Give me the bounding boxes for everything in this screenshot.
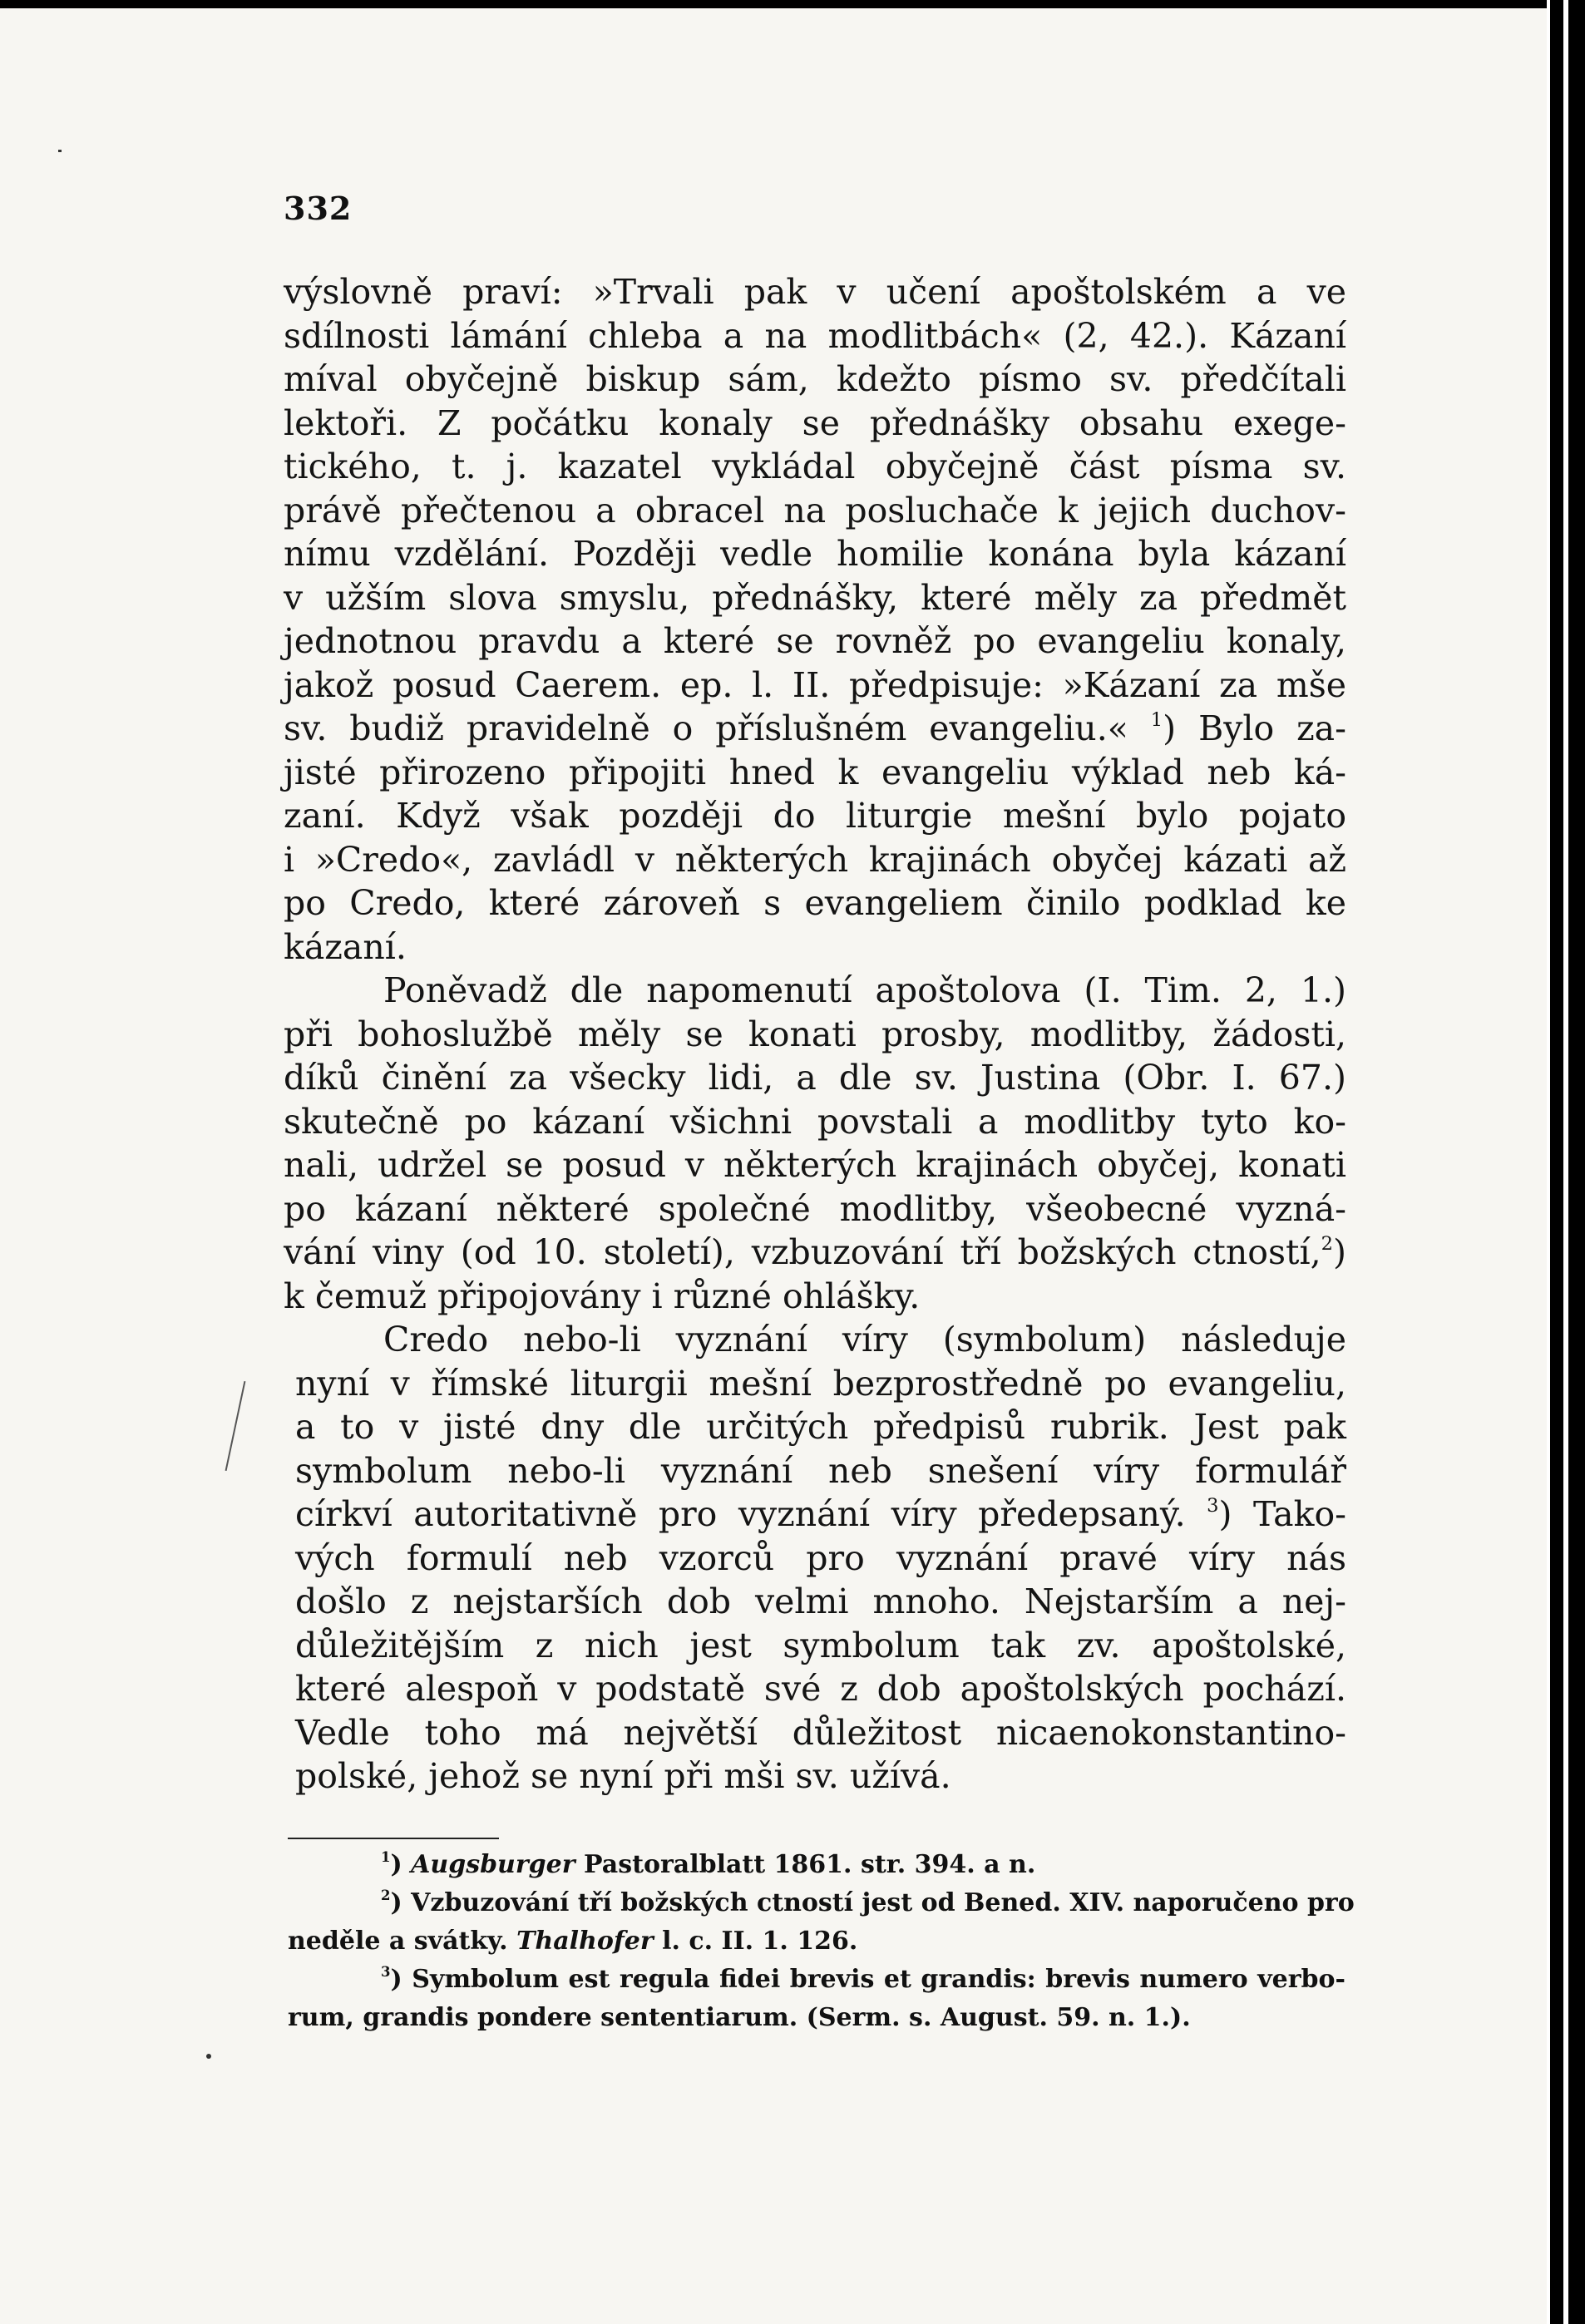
body-line: jednotnou pravdu a které se rovněž po evangeliu konaly, [284, 621, 1346, 661]
body-line: po Credo, které zároveň s evangeliem činilo podklad ke [284, 883, 1346, 923]
body-line: polské, jehož se nyní při mši sv. užívá. [295, 1756, 951, 1796]
footnote-1-author: Augsburger [411, 1850, 575, 1879]
footnote-2-text: l. c. II. 1. 126. [662, 1927, 858, 1956]
footnote-1: $^1$) Augsburger Pastoralblatt 1861. str. 394. a n. [381, 1849, 1036, 1879]
footnote-2-text: Vzbuzování tří božských ctností jest od Bened. XIV. naporučeno pro [411, 1888, 1355, 1917]
body-line: zaní. Když však později do liturgie mešní bylo pojato [284, 796, 1346, 836]
footnote-2-text: neděle a svátky. [288, 1927, 508, 1956]
body-line-text: vání viny (od 10. století), vzbuzování tří božských ctností, [284, 1232, 1321, 1272]
body-line: díků činění za všecky lidi, a dle sv. Justina (Obr. I. 67.) [284, 1058, 1346, 1098]
body-line: nali, udržel se posud v některých krajinách obyčej, konati [284, 1145, 1346, 1185]
body-line: symbolum nebo-li vyznání neb snešení víry formulář [295, 1450, 1346, 1491]
paragraph-start: Poněvadž dle napomenutí apoštolova (I. Tim. 2, 1.) [383, 970, 1346, 1010]
body-line-tail: Tako- [1253, 1494, 1346, 1534]
body-line: došlo z nejstarších dob velmi mnoho. Nejstarším a nej- [295, 1581, 1346, 1621]
paragraph-start: Credo nebo-li vyznání víry (symbolum) následuje [383, 1320, 1346, 1359]
body-line: Vedle toho má největší důležitost nicaenokonstantino- [295, 1712, 1346, 1753]
footnote-1-text: Pastoralblatt 1861. str. 394. a n. [584, 1850, 1036, 1879]
body-line: při bohoslužbě měly se konati prosby, modlitby, žádosti, [284, 1014, 1346, 1054]
footnote-ref-2: 2 [1321, 1233, 1333, 1256]
body-line: sdílnosti lámání chleba a na modlitbách« (2, 42.). Kázaní [284, 315, 1346, 356]
body-line: nyní v římské liturgii mešní bezprostředně po evangeliu, [295, 1363, 1346, 1404]
footnote-3-mark: 3 [381, 1964, 391, 1981]
body-line: a to v jisté dny dle určitých předpisů rubrik. Jest pak [295, 1407, 1346, 1447]
body-line: které alespoň v podstatě své z dob apoštolských pochází. [295, 1669, 1346, 1709]
body-line: právě přečtenou a obracel na posluchače k jejich duchov- [284, 490, 1346, 530]
footnote-2-line-2 [288, 1922, 1346, 1961]
body-line-text: sv. budiž pravidelně o příslušném evangeliu.« [284, 708, 1128, 748]
footnote-1-mark: 1 [381, 1849, 391, 1866]
right-scan-line [1563, 0, 1568, 2324]
body-line: skutečně po kázaní všichni povstali a modlitby tyto ko- [284, 1101, 1346, 1142]
body-line: výslovně praví: »Trvali pak v učení apoštolském a ve [284, 272, 1346, 312]
body-line-text: církví autoritativně pro vyznání víry předepsaný. [295, 1494, 1186, 1534]
body-line: lektoři. Z počátku konaly se přednášky obsahu exege- [284, 402, 1346, 443]
body-text [284, 270, 1346, 1799]
footnotes [288, 1846, 1355, 2037]
body-line: po kázaní některé společné modlitby, všeobecné vyzná- [284, 1188, 1346, 1229]
body-line: nímu vzdělání. Později vedle homilie konána byla kázaní [284, 534, 1346, 574]
footnote-2-line-1: $^2$) Vzbuzování tří božských ctností jest od Bened. XIV. naporučeno pro [381, 1887, 1355, 1917]
footnote-2-mark: 2 [381, 1887, 391, 1904]
scan-speck [58, 150, 62, 152]
body-line: kázaní. [284, 926, 407, 967]
footnote-ref-1: 1 [1150, 709, 1163, 732]
body-line-with-footnote-3: církví autoritativně pro vyznání víry předepsaný. $^3$) Tako- [295, 1494, 1346, 1534]
body-line: jakož posud Caerem. ep. l. II. předpisuje: »Kázaní za mše [284, 664, 1346, 705]
body-line-with-footnote-2: vání viny (od 10. století), vzbuzování tří božských ctností,$^2$) [284, 1232, 1346, 1272]
footnote-3-line-2: rum, grandis pondere sententiarum. (Serm. s. August. 59. n. 1.). [288, 2003, 1191, 2032]
body-line: vých formulí neb vzorců pro vyznání pravé víry nás [295, 1537, 1346, 1578]
body-line: tického, t. j. kazatel vykládal obyčejně část písma sv. [284, 447, 1346, 486]
page-number: 332 [284, 190, 353, 227]
body-line: i »Credo«, zavládl v některých krajinách obyčej kázati až [284, 839, 1346, 880]
top-scan-edge [0, 0, 1547, 8]
body-line: jisté přirozeno připojiti hned k evangeliu výklad neb ká- [284, 752, 1346, 792]
body-line-tail: Bylo za- [1198, 708, 1346, 748]
footnote-ref-3: 3 [1207, 1495, 1219, 1517]
body-line-with-footnote-1: sv. budiž pravidelně o příslušném evangeliu.« $^1$) Bylo za- [284, 708, 1346, 748]
body-line: míval obyčejně biskup sám, kdežto písmo sv. předčítali [284, 359, 1346, 399]
footnote-rule [288, 1838, 499, 1839]
body-line: k čemuž připojovány i různé ohlášky. [284, 1275, 921, 1316]
footnote-3-text: Symbolum est regula fidei brevis et grandis: brevis numero verbo- [412, 1965, 1346, 1994]
body-line: v užším slova smyslu, přednášky, které měly za předmět [284, 577, 1346, 618]
footnote-3-line-1: $^3$) Symbolum est regula fidei brevis et grandis: brevis numero verbo- [381, 1964, 1346, 1994]
scan-speck [206, 2054, 211, 2059]
body-line: důležitějším z nich jest symbolum tak zv. apoštolské, [295, 1625, 1346, 1665]
footnote-2-author: Thalhofer [516, 1927, 654, 1956]
